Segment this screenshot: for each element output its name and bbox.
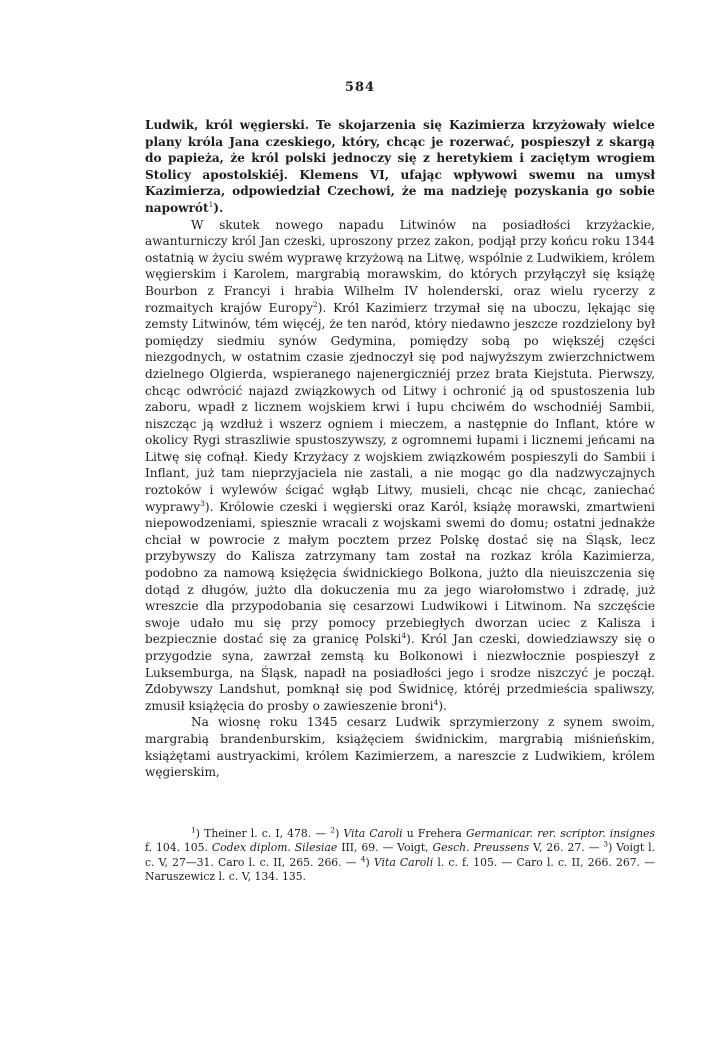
body-text xyxy=(145,117,655,781)
text-run: ) xyxy=(335,827,344,840)
text-run: ). Król Jan czeski, dowiedziawszy się o przygodzie syna, zawrzał zemstą ku Bolkonowi i niezwłocznie pospieszył z Luksemburga, na Śląsk, napadł na posiadłości jego i srodze niszczyć je począł. Zdobywszy Landshut, pomknął się pod Świdnicę, któréj przedmieścia spaliwszy, zmusił książęcia do prosby o zawieszenie broni xyxy=(145,632,656,713)
footnotes xyxy=(145,827,655,885)
page-number: 584 xyxy=(344,80,376,95)
text-run: ). Królowie czeski i węgierski oraz Karól, książę morawski, zmartwieni niepowodzeniami, spiesznie wracali z wojskami swemi do domu; ostatni jednakże chciał w powrocie z małym pocztem przez Polskę dostać się na Śląsk, lecz przybywszy do Kalisza zatrzymany tam został na rozkaz króla Kazimierza, podobno za namową księżęcia świdnickiego Bolkona, jużto dla nieuiszczenia się dotąd z długów, jużto dla dokuczenia mu za jego wiarołomstwo i zdradę, już wreszcie dla przypodobania się cesarzowi Ludwikowi i Litwinom. Na szczęście swoje udało mu się przy pomocy przebiegłych dworzan uciec z Kalisza i bezpiecznie dostać się za granicę Polski xyxy=(145,499,655,647)
footnote-marker: 1 xyxy=(208,199,214,209)
text-run: ) Voigt l. c. V, 27—31. Caro l. c. II, 265. 266. — xyxy=(145,841,656,869)
footnote-marker: 1 xyxy=(191,825,196,835)
text-run: u Frehera xyxy=(402,827,466,840)
footnote-marker: 2 xyxy=(330,825,336,835)
paragraph-1 xyxy=(145,117,655,217)
footnote-marker: 3 xyxy=(200,498,205,508)
text-run: III, 69. — Voigt, xyxy=(337,841,433,855)
paragraph-3 xyxy=(145,714,655,780)
text-run: ). xyxy=(438,698,447,713)
text-run: Gesch. Preussens xyxy=(432,841,530,855)
text-run: f. 104. 105. xyxy=(145,841,212,855)
text-run: Vita Caroli xyxy=(343,827,403,840)
text-run: ) xyxy=(365,855,374,869)
text-run: ) Theiner l. c. I, 478. — xyxy=(195,827,331,840)
text-run: l. c. f. 105. — Caro l. c. II, 266. 267. — Naruszewicz l. c. V, 134. 135. xyxy=(145,855,655,884)
text-run: W skutek nowego napadu Litwinów na posiadłości krzyżackie, awanturniczy król Jan czeski, uproszony przez zakon, podjął przy końcu roku 1344 ostatnią w życiu swém wyprawę krzyżową na Litwę, wspólnie z Ludwikiem, królem węgierskim i Karolem, margrabią morawskim, do których przyłączył się książę Bourbon z Francyi i hrabia Wilhelm IV holenderski, oraz wielu rycerzy z rozmaitych krajów Europy xyxy=(145,217,655,315)
footnote-marker: 4 xyxy=(433,697,439,707)
footnote-marker: 4 xyxy=(360,854,366,864)
text-run: Vita Caroli xyxy=(373,855,434,869)
text-run: Germanicar. rer. scriptor. insignes xyxy=(465,827,655,840)
footnote-block xyxy=(145,827,655,885)
text-run: Ludwik, król węgierski. Te skojarzenia się Kazimierza krzyżowały wielce plany króla Jana czeskiego, który, chcąc je rozerwać, pospieszył z skargą do papieża, że król polski jednoczy się z heretykiem i zaciętym wrogiem Stolicy apostolskiéj. Klemens VI, ufając wpływowi swemu na umysł Kazimierza, odpowiedział Czechowi, że ma nadzieję pozyskania go sobie napowrót xyxy=(145,118,655,215)
paragraph-2 xyxy=(145,217,655,715)
text-run: ). Król Kazimierz trzymał się na uboczu, lękając się zemsty Litwinów, tém więcéj, że ten naród, który niedawno jeszcze rozdzielony był pomiędzy siedmiu synów Gedymina, pomiędzy sobą po większéj części niezgodnych, w ostatnim czasie zjednoczył się pod najwyższym zwierzchnictwem dzielnego Olgierda, wspieranego najenergiczniéj przez brata Kiejstuta. Pierwszy, chcąc odwrócić najazd związkowych od Litwy i ochronić ją od spustoszenia lub zaboru, wpadł z licznem wojskiem krwi i łupu chciwém do wschodniéj Sambii, niszcząc ją wzdłuż i wszerz ogniem i mieczem, a następnie do Inflant, które w okolicy Rygi straszliwie spustoszywszy, z ogromnemi łupami i licznemi jeńcami na Litwę się cofnął. Kiedy Krzyżacy z wojskiem związkowém pospieszyli do Sambii i Inflant, już tam nieprzyjaciela nie zastali, a nie mogąc go dla nadzwyczajnych roztoków i wylewów ścigać wgłąb Litwy, musieli, chcąc nie chcąc, zaniechać wyprawy xyxy=(145,300,655,514)
footnote-marker: 4 xyxy=(401,631,407,641)
footnote-marker: 3 xyxy=(603,839,609,849)
text-run: Na wiosnę roku 1345 cesarz Ludwik sprzymierzony z synem swoim, margrabią brandenburskim, książęciem świdnickim, margrabią miśnieńskim, książętami austryackimi, królem Kazimierzem, a nareszcie z Ludwikiem, królem węgierskim, xyxy=(145,715,655,780)
footnote-marker: 2 xyxy=(312,299,318,309)
text-run: V, 26. 27. — xyxy=(529,841,604,855)
text-run: Codex diplom. Silesiae xyxy=(211,841,338,855)
text-run: ). xyxy=(213,200,224,215)
